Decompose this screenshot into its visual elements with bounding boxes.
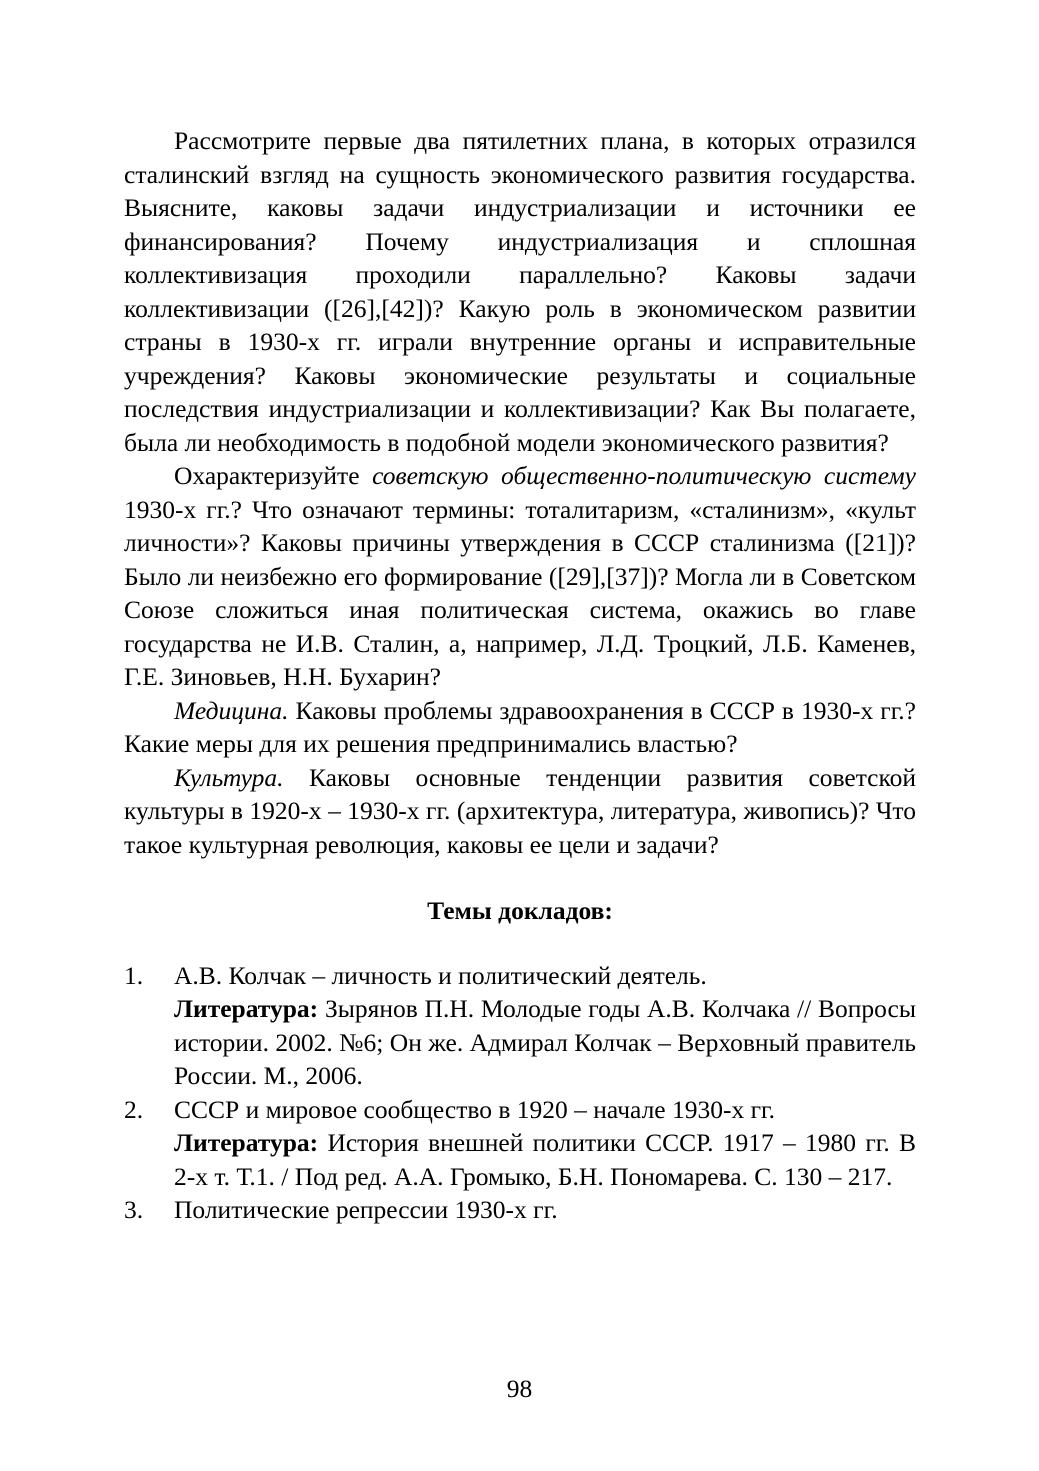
paragraph-medicine [124, 694, 916, 761]
paragraph-text: Охарактеризуйте [174, 461, 373, 490]
list-item-title: А.В. Колчак – личность и политический деятель. [174, 960, 707, 990]
list-item-title: СССР и мировое сообщество в 1920 – начале 1930-х гг. [174, 1094, 776, 1124]
list-item-number: 1. [124, 960, 144, 990]
paragraph-culture [124, 761, 916, 862]
paragraph-italic-term: советскую общественно-политическую систему [372, 461, 916, 490]
page-body [124, 124, 916, 1227]
literature-label: Литература: [174, 1128, 319, 1157]
topics-list [124, 959, 916, 1227]
literature-text: Зырянов П.Н. Молодые годы А.В. Колчака // Вопросы истории. 2002. №6; Он же. Адмирал Колчак – Верховный правитель России. М., 2006. [174, 994, 916, 1090]
paragraph-text: Рассмотрите первые два пятилетних плана, в которых отразился сталинский взгляд на сущность экономического развития государства. Выясните, каковы задачи индустриализации и источники ее финансирования? Почему индустриализация и сплошная коллективизация проходили параллельно? Каковы задачи коллективизации ([26],[42])? Какую роль в экономическом развитии страны в 1930-х гг. играли внутренние органы и исправительные учреждения? Каковы экономические результаты и социальные последствия индустриализации и коллективизации? Как Вы полагаете, была ли необходимость в подобной модели экономического развития? [124, 126, 916, 457]
paragraph-economy [124, 124, 916, 459]
list-item-title: Политические репрессии 1930-х гг. [174, 1195, 558, 1224]
list-item-literature [174, 992, 916, 1093]
page-number: 98 [506, 1374, 533, 1403]
list-item-number: 3. [124, 1195, 144, 1224]
paragraph-text: 1930-х гг.? Что означают термины: тоталитаризм, «сталинизм», «культ личности»? Каковы причины утверждения в СССР сталинизма ([21])? Было ли неизбежно его формирование ([29],[37])? Могла ли в Советском Союзе сложиться иная политическая система, окажись во главе государства не И.В. Сталин, а, например, Л.Д. Троцкий, Л.Б. Каменев, Г.Е. Зиновьев, Н.Н. Бухарин? [124, 494, 916, 691]
paragraph-text: Каковы основные тенденции развития советской культуры в 1920-х – 1930-х гг. (архитектура, литература, живопись)? Что такое культурная революция, каковы ее цели и задачи? [124, 762, 916, 859]
list-item [124, 959, 916, 1093]
paragraph-text: Каковы проблемы здравоохранения в СССР в 1930-х гг.? Какие меры для их решения предпринимались властью? [124, 695, 916, 758]
paragraph-italic-term: Культура. [174, 762, 284, 792]
literature-label: Литература: [174, 994, 319, 1023]
paragraph-political-system [124, 459, 916, 694]
paragraph-italic-term: Медицина. [174, 695, 289, 725]
literature-text: История внешней политики СССР. 1917 – 1980 гг. В 2-х т. Т.1. / Под ред. А.А. Громыко, Б.Н. Пономарева. С. 130 – 217. [174, 1128, 916, 1191]
list-item-number: 2. [124, 1094, 144, 1124]
list-item [124, 1193, 916, 1227]
list-item [124, 1093, 916, 1194]
section-heading: Темы докладов: [427, 896, 613, 925]
list-item-literature [174, 1126, 916, 1193]
